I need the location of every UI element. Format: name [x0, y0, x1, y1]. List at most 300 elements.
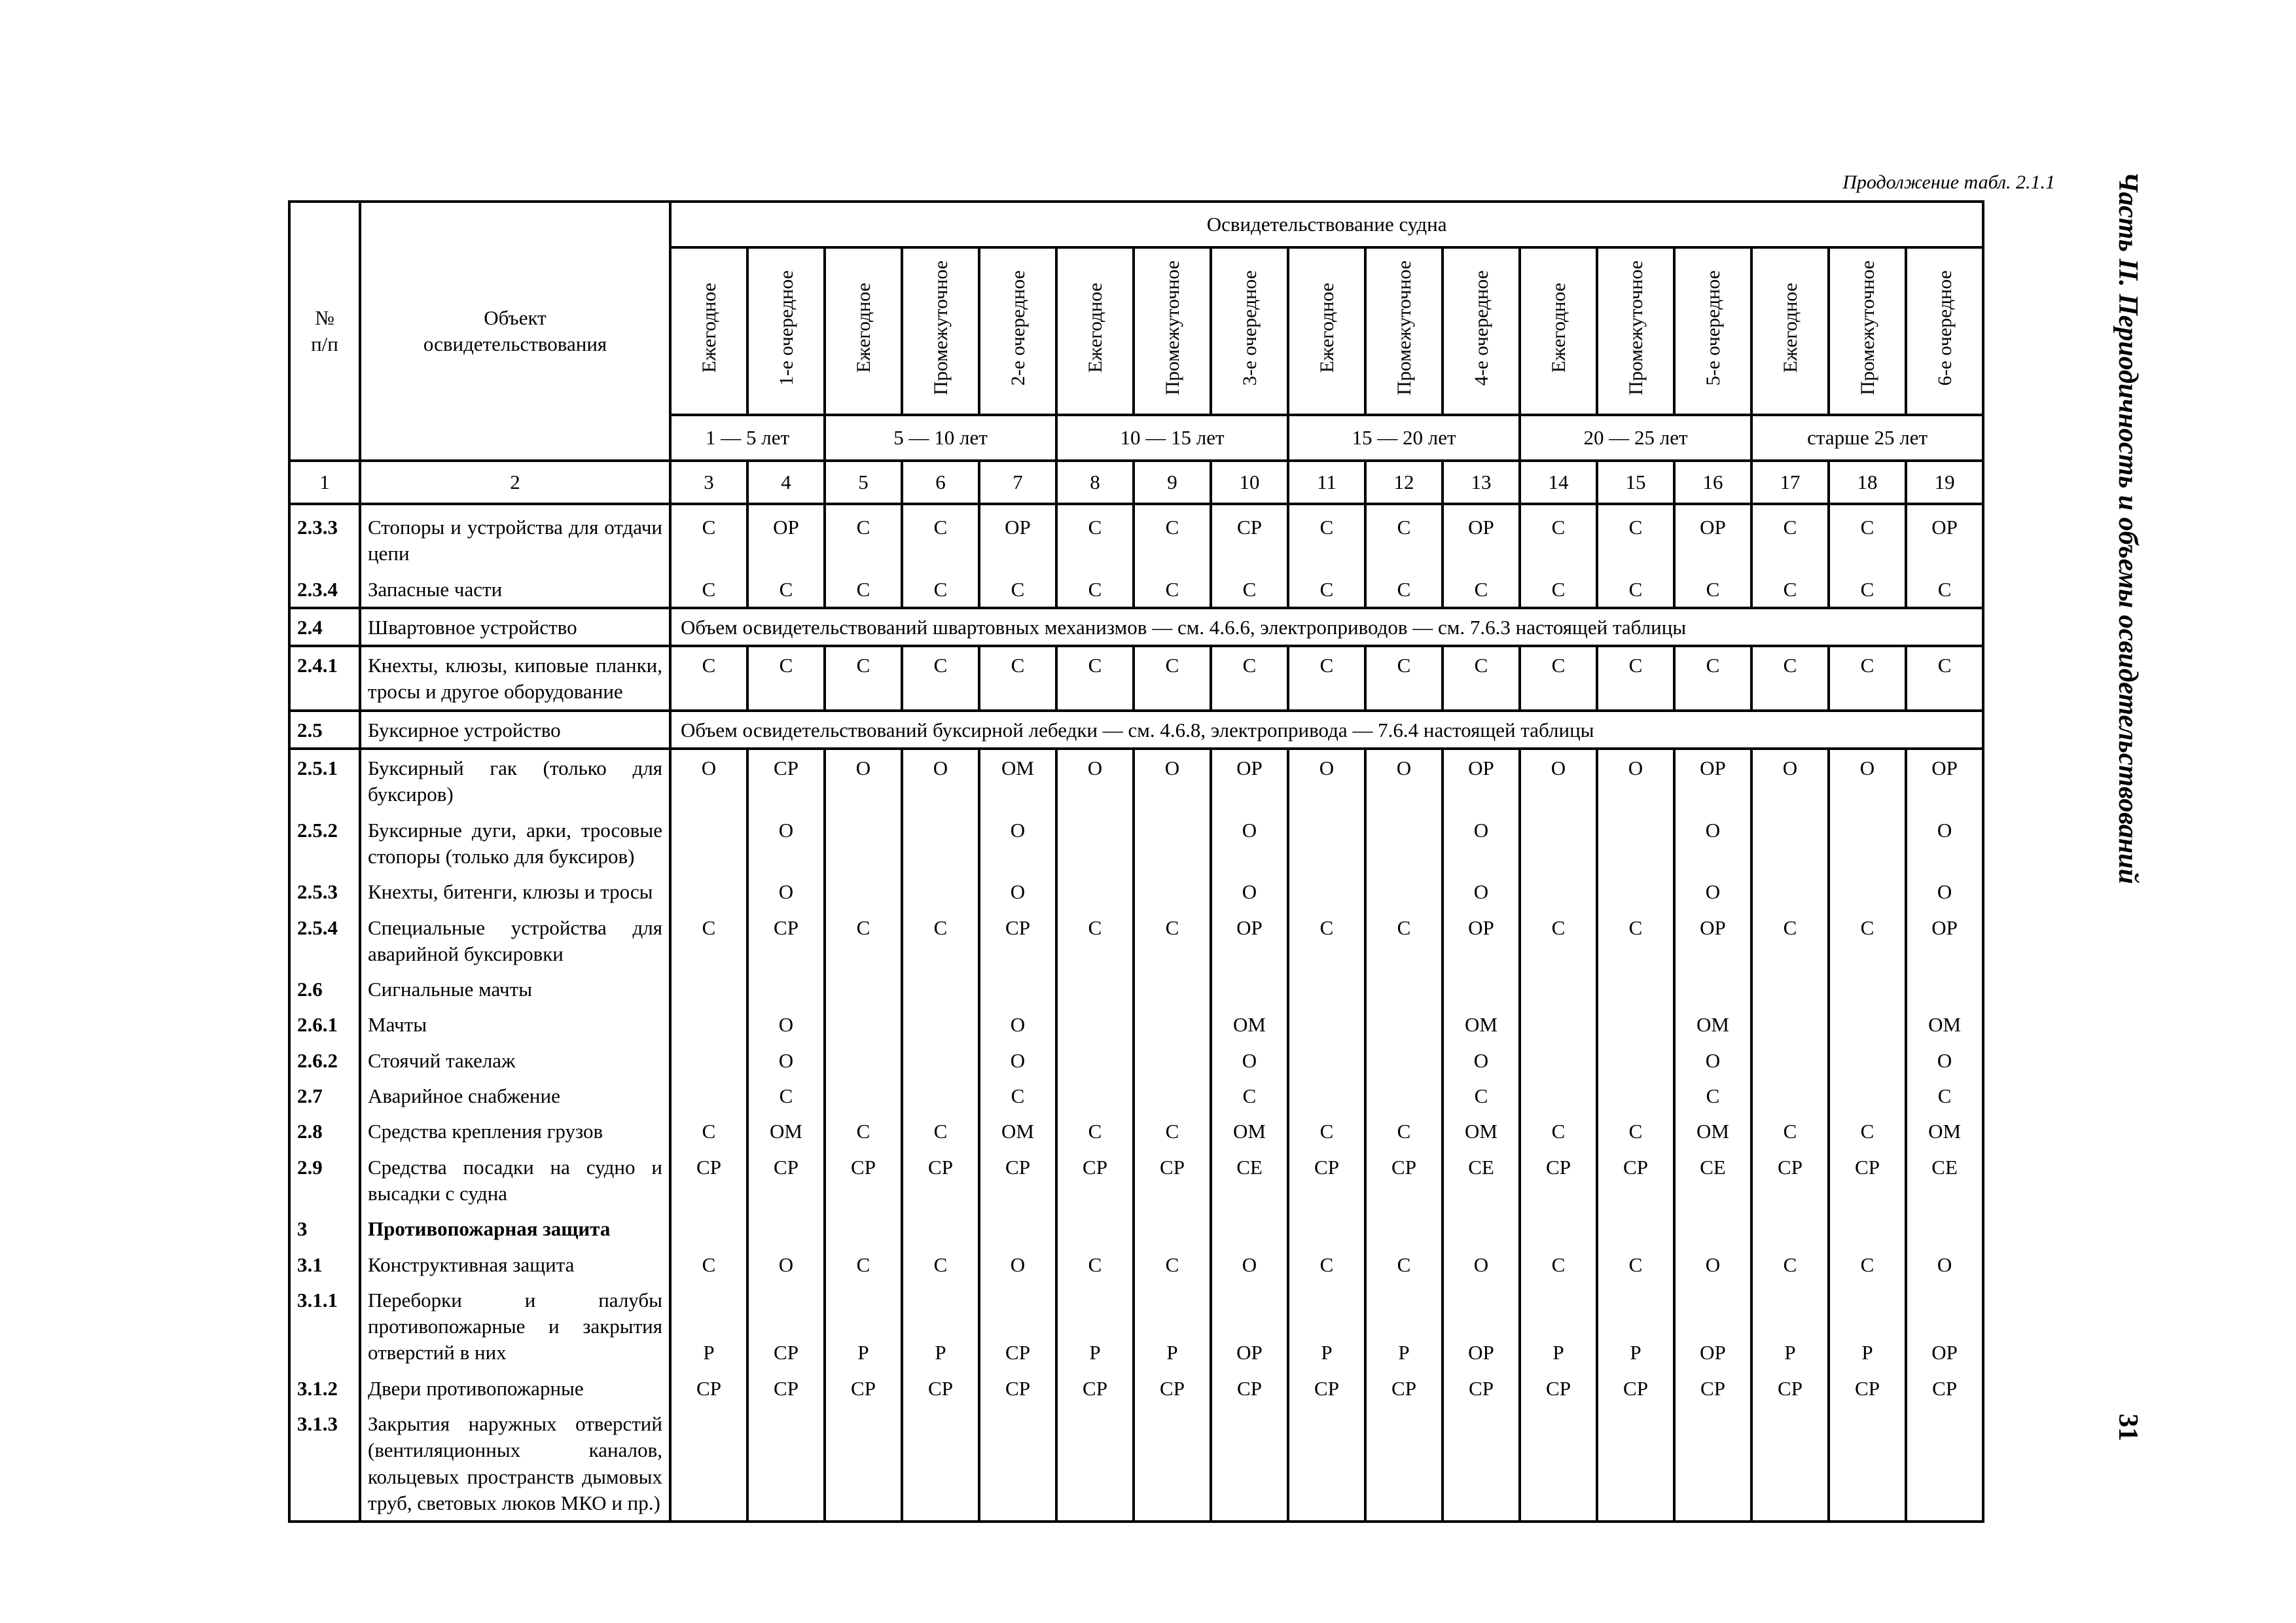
- survey-cell: О: [747, 1247, 825, 1282]
- row-object: Швартовное устройство: [360, 608, 670, 646]
- survey-cell: [670, 1211, 747, 1246]
- row-scope-note: Объем освидетельствований швартовных механизмов — см. 4.6.6, электроприводов — см. 7.6.3 настоящей таблицы: [670, 608, 1983, 646]
- row-number: 2.5.4: [289, 910, 360, 972]
- row-object: Запасные части: [360, 571, 670, 608]
- survey-cell: [1288, 1078, 1365, 1113]
- survey-cell: [747, 971, 825, 1007]
- survey-cell: О: [747, 874, 825, 909]
- survey-cell: [1751, 812, 1829, 874]
- survey-cell: [1597, 1007, 1674, 1042]
- survey-cell: С: [1674, 646, 1751, 711]
- survey-cell: [1134, 971, 1211, 1007]
- survey-cell: ОМ: [1211, 1113, 1288, 1149]
- survey-cell: [1211, 1211, 1288, 1246]
- survey-cell: ОР: [1906, 504, 1983, 571]
- row-object: Противопожарная защита: [360, 1211, 670, 1246]
- survey-cell: С: [1056, 571, 1134, 608]
- survey-cell: О: [1906, 1247, 1983, 1282]
- survey-cell: ОМ: [1443, 1113, 1520, 1149]
- survey-cell: [1134, 1211, 1211, 1246]
- survey-type-label: Промежуточное: [1624, 260, 1647, 395]
- survey-cell: СР: [1443, 1370, 1520, 1406]
- survey-cell: [1520, 1078, 1597, 1113]
- row-number: 3.1: [289, 1247, 360, 1282]
- survey-cell: [1520, 1007, 1597, 1042]
- survey-cell: [1829, 1007, 1906, 1042]
- survey-cell: [902, 1211, 979, 1246]
- survey-cell: [1829, 971, 1906, 1007]
- survey-cell: [1751, 1211, 1829, 1246]
- survey-cell: [1443, 971, 1520, 1007]
- survey-cell: С: [1134, 1247, 1211, 1282]
- survey-cell: О: [979, 1007, 1056, 1042]
- survey-cell: С: [1597, 1113, 1674, 1149]
- survey-cell: О: [747, 1043, 825, 1078]
- survey-cell: О: [979, 874, 1056, 909]
- survey-cell: [1056, 874, 1134, 909]
- column-number: 5: [825, 461, 902, 504]
- survey-cell: С: [902, 1247, 979, 1282]
- survey-cell: Р: [1288, 1282, 1365, 1370]
- row-object: Буксирные дуги, арки, тросовые стопоры (только для буксиров): [360, 812, 670, 874]
- survey-cell: О: [1288, 749, 1365, 812]
- survey-cell: С: [1597, 910, 1674, 972]
- survey-cell: О: [1365, 749, 1443, 812]
- survey-cell: С: [1751, 910, 1829, 972]
- survey-cell: С: [1597, 504, 1674, 571]
- column-number: 17: [1751, 461, 1829, 504]
- survey-cell: [1211, 1406, 1288, 1522]
- survey-cell: [1365, 1211, 1443, 1246]
- survey-cell: Р: [1597, 1282, 1674, 1370]
- survey-cell: [1134, 1406, 1211, 1522]
- survey-cell: С: [747, 646, 825, 711]
- survey-cell: С: [1365, 646, 1443, 711]
- table-row: [289, 971, 1983, 1007]
- survey-cell: [1056, 1078, 1134, 1113]
- column-number: 16: [1674, 461, 1751, 504]
- survey-cell: [1597, 971, 1674, 1007]
- survey-cell: ОР: [1674, 504, 1751, 571]
- survey-cell: Р: [1056, 1282, 1134, 1370]
- row-object: Аварийное снабжение: [360, 1078, 670, 1113]
- survey-cell: С: [1365, 504, 1443, 571]
- survey-cell: [979, 1211, 1056, 1246]
- survey-cell: О: [1751, 749, 1829, 812]
- survey-cell: С: [1751, 571, 1829, 608]
- survey-cell: [1365, 1043, 1443, 1078]
- survey-cell: [1829, 874, 1906, 909]
- survey-type-header: [1829, 247, 1906, 415]
- survey-cell: С: [902, 1113, 979, 1149]
- survey-cell: С: [825, 1247, 902, 1282]
- survey-cell: О: [1056, 749, 1134, 812]
- survey-cell: ОР: [1211, 749, 1288, 812]
- column-number: 19: [1906, 461, 1983, 504]
- column-number: 13: [1443, 461, 1520, 504]
- row-number: 3.1.1: [289, 1282, 360, 1370]
- survey-cell: СР: [902, 1149, 979, 1211]
- row-object: Стопоры и устройства для отдачи цепи: [360, 504, 670, 571]
- survey-cell: СР: [825, 1370, 902, 1406]
- survey-cell: [1056, 1211, 1134, 1246]
- survey-cell: [1288, 812, 1365, 874]
- survey-cell: СР: [1365, 1370, 1443, 1406]
- survey-cell: С: [1906, 571, 1983, 608]
- survey-cell: С: [1365, 1247, 1443, 1282]
- survey-cell: ОМ: [1906, 1113, 1983, 1149]
- survey-cell: О: [1597, 749, 1674, 812]
- survey-cell: ОР: [979, 504, 1056, 571]
- survey-cell: С: [825, 1113, 902, 1149]
- row-number: 2.5.2: [289, 812, 360, 874]
- survey-table: [288, 200, 1984, 1523]
- survey-type-label: 4-е очередное: [1470, 270, 1492, 386]
- survey-cell: С: [1056, 1247, 1134, 1282]
- column-number: 15: [1597, 461, 1674, 504]
- survey-type-label: Ежегодное: [1084, 283, 1106, 373]
- row-number: 2.6.2: [289, 1043, 360, 1078]
- period-header: 15 — 20 лет: [1288, 415, 1520, 461]
- period-header: 5 — 10 лет: [825, 415, 1056, 461]
- survey-cell: ОМ: [1443, 1007, 1520, 1042]
- row-number: 2.4: [289, 608, 360, 646]
- table-row: [289, 1406, 1983, 1522]
- survey-cell: С: [1906, 1078, 1983, 1113]
- column-number: 7: [979, 461, 1056, 504]
- survey-cell: С: [1134, 1113, 1211, 1149]
- row-number: 2.6.1: [289, 1007, 360, 1042]
- survey-cell: ОМ: [979, 1113, 1056, 1149]
- survey-cell: С: [902, 910, 979, 972]
- table-row: [289, 749, 1983, 812]
- survey-cell: ОМ: [1674, 1007, 1751, 1042]
- row-object: Кнехты, клюзы, киповые планки, тросы и другое оборудование: [360, 646, 670, 711]
- survey-cell: [1520, 1211, 1597, 1246]
- survey-cell: С: [902, 646, 979, 711]
- row-number: 2.5: [289, 711, 360, 749]
- row-object: Стоячий такелаж: [360, 1043, 670, 1078]
- survey-cell: С: [1520, 504, 1597, 571]
- table-row: [289, 1282, 1983, 1370]
- table-row: [289, 1007, 1983, 1042]
- survey-cell: [1597, 1078, 1674, 1113]
- table-body: [289, 504, 1983, 1522]
- column-number: 10: [1211, 461, 1288, 504]
- period-header: 20 — 25 лет: [1520, 415, 1751, 461]
- survey-cell: С: [1829, 504, 1906, 571]
- survey-cell: [902, 812, 979, 874]
- row-object: Двери противопожарные: [360, 1370, 670, 1406]
- survey-cell: СР: [747, 1282, 825, 1370]
- survey-type-header: [902, 247, 979, 415]
- survey-cell: С: [1134, 504, 1211, 571]
- survey-cell: ОР: [1443, 910, 1520, 972]
- survey-cell: Р: [902, 1282, 979, 1370]
- survey-cell: [1134, 1078, 1211, 1113]
- survey-type-label: 2-е очередное: [1007, 270, 1029, 386]
- survey-cell: С: [1288, 646, 1365, 711]
- row-object: Мачты: [360, 1007, 670, 1042]
- survey-cell: О: [1829, 749, 1906, 812]
- survey-cell: С: [825, 504, 902, 571]
- row-number: 2.6: [289, 971, 360, 1007]
- survey-cell: [1134, 1043, 1211, 1078]
- row-object: Буксирное устройство: [360, 711, 670, 749]
- survey-cell: [825, 812, 902, 874]
- column-number: 3: [670, 461, 747, 504]
- table-row: [289, 1043, 1983, 1078]
- survey-cell: С: [670, 1247, 747, 1282]
- survey-cell: С: [670, 571, 747, 608]
- survey-cell: [1288, 1406, 1365, 1522]
- period-header: 1 — 5 лет: [670, 415, 825, 461]
- header-row-column-numbers: [289, 461, 1983, 504]
- survey-cell: СР: [1211, 1370, 1288, 1406]
- survey-cell: С: [1288, 1113, 1365, 1149]
- survey-cell: С: [1211, 646, 1288, 711]
- survey-cell: [825, 1043, 902, 1078]
- survey-cell: [670, 874, 747, 909]
- survey-cell: [1597, 1406, 1674, 1522]
- survey-type-label: Ежегодное: [1779, 283, 1801, 373]
- survey-cell: С: [1674, 1078, 1751, 1113]
- survey-type-header: [1906, 247, 1983, 415]
- survey-cell: [902, 1406, 979, 1522]
- survey-cell: С: [1751, 1247, 1829, 1282]
- survey-cell: С: [1056, 910, 1134, 972]
- column-header-number: № п/п: [289, 202, 360, 461]
- row-object: Кнехты, битенги, клюзы и тросы: [360, 874, 670, 909]
- survey-cell: СР: [902, 1370, 979, 1406]
- survey-cell: [1829, 1211, 1906, 1246]
- row-number: 2.3.4: [289, 571, 360, 608]
- survey-cell: [1134, 874, 1211, 909]
- table-row: [289, 1211, 1983, 1246]
- survey-cell: О: [1674, 812, 1751, 874]
- survey-type-label: 1-е очередное: [775, 270, 797, 386]
- row-object: Переборки и палубы противопожарные и закрытия отверстий в них: [360, 1282, 670, 1370]
- survey-cell: [1906, 971, 1983, 1007]
- survey-cell: С: [1751, 646, 1829, 711]
- survey-cell: СР: [1365, 1149, 1443, 1211]
- survey-cell: Р: [1829, 1282, 1906, 1370]
- survey-cell: СР: [747, 749, 825, 812]
- survey-cell: [825, 1078, 902, 1113]
- survey-cell: СР: [670, 1149, 747, 1211]
- survey-type-label: Ежегодное: [1316, 283, 1338, 373]
- survey-cell: [1829, 1078, 1906, 1113]
- table-row: [289, 910, 1983, 972]
- survey-cell: [825, 1211, 902, 1246]
- survey-cell: ОР: [1674, 1282, 1751, 1370]
- survey-cell: [1365, 812, 1443, 874]
- column-number: 11: [1288, 461, 1365, 504]
- survey-cell: [1829, 1406, 1906, 1522]
- survey-cell: [670, 1007, 747, 1042]
- survey-type-label: Промежуточное: [1161, 260, 1183, 395]
- survey-cell: С: [825, 646, 902, 711]
- survey-cell: СР: [979, 1282, 1056, 1370]
- survey-cell: СР: [825, 1149, 902, 1211]
- survey-cell: [1288, 874, 1365, 909]
- survey-cell: С: [1597, 571, 1674, 608]
- survey-cell: С: [1288, 910, 1365, 972]
- survey-cell: О: [1674, 1043, 1751, 1078]
- survey-cell: [1520, 812, 1597, 874]
- survey-cell: С: [1134, 571, 1211, 608]
- survey-type-label: Промежуточное: [929, 260, 952, 395]
- survey-cell: О: [979, 1247, 1056, 1282]
- survey-cell: [979, 971, 1056, 1007]
- survey-cell: С: [1829, 910, 1906, 972]
- part-running-title: Часть II. Периодичность и объемы освидетельствований: [2113, 171, 2143, 884]
- survey-cell: С: [1211, 1078, 1288, 1113]
- survey-cell: [902, 1078, 979, 1113]
- survey-cell: СР: [747, 1370, 825, 1406]
- column-number: 18: [1829, 461, 1906, 504]
- survey-type-header: [825, 247, 902, 415]
- survey-cell: О: [1443, 1043, 1520, 1078]
- survey-cell: [1520, 874, 1597, 909]
- survey-cell: С: [747, 1078, 825, 1113]
- survey-cell: СР: [1906, 1370, 1983, 1406]
- survey-cell: С: [1443, 571, 1520, 608]
- row-number: 3.1.2: [289, 1370, 360, 1406]
- survey-cell: [902, 1007, 979, 1042]
- survey-cell: Р: [1751, 1282, 1829, 1370]
- survey-cell: [1829, 812, 1906, 874]
- survey-cell: СР: [1288, 1370, 1365, 1406]
- survey-cell: СР: [979, 1149, 1056, 1211]
- survey-cell: С: [1056, 504, 1134, 571]
- table-row: [289, 1113, 1983, 1149]
- survey-cell: СР: [979, 1370, 1056, 1406]
- survey-cell: С: [1056, 1113, 1134, 1149]
- survey-cell: [1211, 971, 1288, 1007]
- survey-cell: СР: [1751, 1149, 1829, 1211]
- survey-type-header: [1134, 247, 1211, 415]
- column-number: 8: [1056, 461, 1134, 504]
- survey-cell: [670, 1043, 747, 1078]
- survey-cell: О: [1443, 812, 1520, 874]
- page-number: 31: [2113, 1414, 2143, 1441]
- table-row: [289, 504, 1983, 571]
- survey-cell: ОР: [1443, 749, 1520, 812]
- survey-type-header: [1211, 247, 1288, 415]
- survey-cell: С: [670, 1113, 747, 1149]
- survey-cell: О: [1134, 749, 1211, 812]
- survey-cell: СР: [1597, 1370, 1674, 1406]
- survey-cell: С: [1597, 646, 1674, 711]
- survey-cell: [1443, 1406, 1520, 1522]
- survey-cell: ОР: [1443, 1282, 1520, 1370]
- row-object: Сигнальные мачты: [360, 971, 670, 1007]
- survey-cell: СР: [1829, 1149, 1906, 1211]
- survey-type-label: 3-е очередное: [1238, 270, 1261, 386]
- survey-cell: О: [979, 812, 1056, 874]
- survey-cell: О: [1211, 1247, 1288, 1282]
- survey-cell: ОР: [1906, 1282, 1983, 1370]
- survey-cell: С: [1597, 1247, 1674, 1282]
- survey-type-label: 6-е очередное: [1933, 270, 1956, 386]
- column-header-object: Объект освидетельствования: [360, 202, 670, 461]
- survey-type-header: [670, 247, 747, 415]
- row-number: 2.8: [289, 1113, 360, 1149]
- survey-cell: [1365, 1406, 1443, 1522]
- survey-cell: О: [1674, 1247, 1751, 1282]
- survey-cell: ОР: [1906, 910, 1983, 972]
- survey-cell: СЕ: [1674, 1149, 1751, 1211]
- survey-cell: [670, 1078, 747, 1113]
- survey-cell: [902, 971, 979, 1007]
- row-number: 3.1.3: [289, 1406, 360, 1522]
- survey-cell: С: [1443, 1078, 1520, 1113]
- survey-type-label: Ежегодное: [852, 283, 874, 373]
- table-header: [289, 202, 1983, 504]
- survey-cell: ОР: [1211, 910, 1288, 972]
- survey-cell: [1751, 1078, 1829, 1113]
- survey-cell: [1906, 1406, 1983, 1522]
- column-number: 2: [360, 461, 670, 504]
- survey-cell: СР: [979, 910, 1056, 972]
- row-object: Средства крепления грузов: [360, 1113, 670, 1149]
- survey-cell: С: [670, 910, 747, 972]
- survey-cell: ОР: [1211, 1282, 1288, 1370]
- survey-cell: С: [1365, 571, 1443, 608]
- survey-cell: [1520, 971, 1597, 1007]
- survey-cell: О: [1674, 874, 1751, 909]
- survey-cell: Р: [670, 1282, 747, 1370]
- row-number: 2.7: [289, 1078, 360, 1113]
- survey-cell: [1056, 1043, 1134, 1078]
- survey-type-header: [747, 247, 825, 415]
- row-number: 3: [289, 1211, 360, 1246]
- survey-cell: Р: [1520, 1282, 1597, 1370]
- survey-cell: [902, 1043, 979, 1078]
- survey-cell: ОР: [1674, 910, 1751, 972]
- survey-cell: [1520, 1406, 1597, 1522]
- survey-cell: СЕ: [1443, 1149, 1520, 1211]
- survey-cell: СР: [1134, 1149, 1211, 1211]
- survey-cell: С: [1520, 646, 1597, 711]
- survey-cell: СР: [1597, 1149, 1674, 1211]
- survey-cell: СР: [1674, 1370, 1751, 1406]
- survey-cell: [1288, 971, 1365, 1007]
- survey-type-header: [1674, 247, 1751, 415]
- survey-cell: С: [979, 1078, 1056, 1113]
- survey-cell: С: [979, 571, 1056, 608]
- survey-cell: ОМ: [747, 1113, 825, 1149]
- survey-type-header: [1056, 247, 1134, 415]
- survey-cell: [1597, 1211, 1674, 1246]
- survey-cell: ОР: [1443, 504, 1520, 571]
- survey-cell: С: [1211, 571, 1288, 608]
- survey-cell: СР: [1829, 1370, 1906, 1406]
- survey-type-label: 5-е очередное: [1702, 270, 1724, 386]
- survey-cell: [1288, 1007, 1365, 1042]
- survey-cell: ОМ: [979, 749, 1056, 812]
- survey-cell: [1288, 1043, 1365, 1078]
- survey-cell: СР: [1211, 504, 1288, 571]
- survey-cell: СЕ: [1211, 1149, 1288, 1211]
- survey-cell: О: [1211, 874, 1288, 909]
- survey-cell: [1056, 1406, 1134, 1522]
- survey-cell: [1365, 874, 1443, 909]
- survey-cell: [1751, 1406, 1829, 1522]
- column-number: 4: [747, 461, 825, 504]
- table-row: [289, 608, 1983, 646]
